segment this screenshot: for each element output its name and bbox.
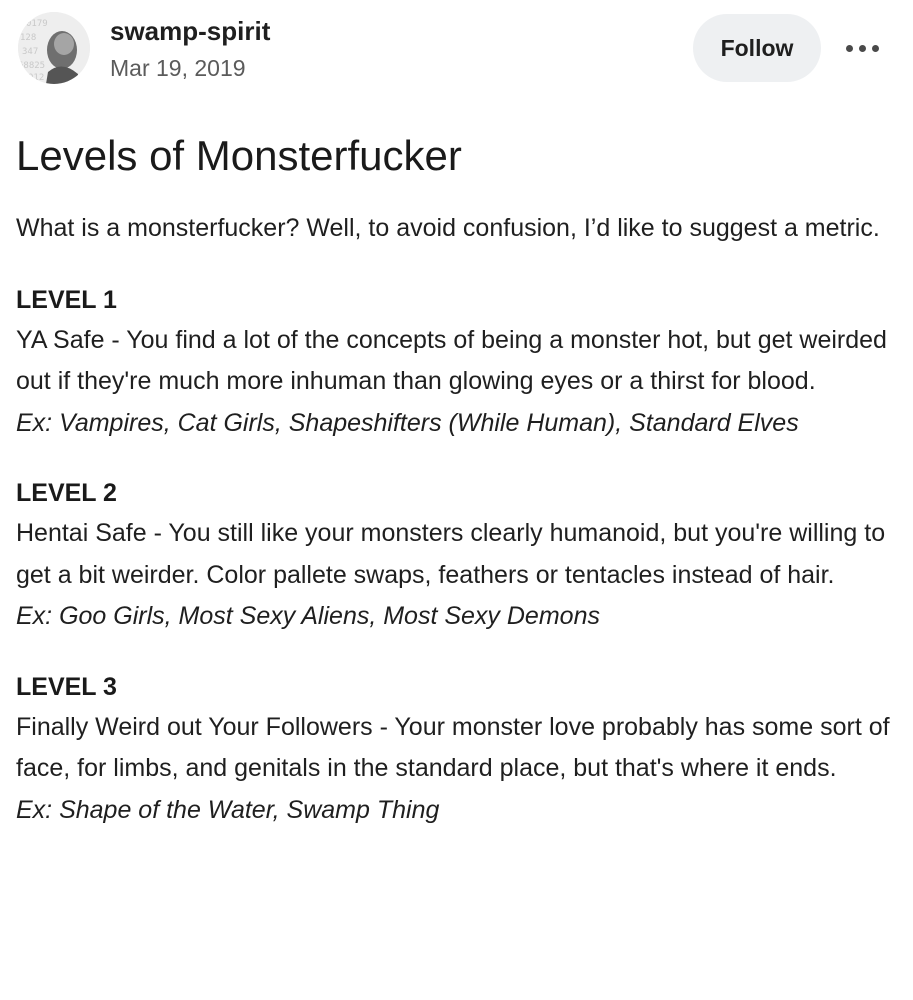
avatar-image: [18, 12, 90, 84]
post-header: [0, 0, 913, 100]
level-description: Hentai Safe - You still like your monsters clearly humanoid, but you're willing to get a bit weirder. Color pallete swaps, feathers or tentacles instead of hair.: [16, 519, 886, 589]
level-example: Ex: Vampires, Cat Girls, Shapeshifters (While Human), Standard Elves: [16, 408, 799, 437]
svg-text:0179: 0179: [26, 19, 48, 29]
level-block: [16, 280, 896, 445]
level-example: Ex: Shape of the Water, Swamp Thing: [16, 795, 440, 824]
level-block: [16, 473, 896, 638]
level-description: Finally Weird out Your Followers - Your monster love probably has some sort of face, for limbs, and genitals in the standard place, but that's where it ends.: [16, 712, 890, 782]
intro-paragraph: What is a monsterfucker? Well, to avoid confusion, I’d like to suggest a metric.: [16, 214, 880, 242]
more-options-icon[interactable]: [838, 28, 886, 68]
follow-button[interactable]: Follow: [693, 14, 821, 82]
level-heading: LEVEL 1: [16, 285, 117, 314]
svg-text:012: 012: [28, 73, 45, 83]
svg-text:68825: 68825: [18, 61, 46, 71]
post-date[interactable]: Mar 19, 2019: [110, 55, 246, 81]
level-example: Ex: Goo Girls, Most Sexy Aliens, Most Sexy Demons: [16, 602, 600, 630]
svg-text:128: 128: [20, 33, 37, 43]
level-heading: LEVEL 3: [16, 672, 117, 701]
dot: [859, 45, 866, 52]
post-body: [16, 208, 896, 860]
username[interactable]: swamp-spirit: [110, 16, 271, 46]
level-block: [16, 667, 896, 832]
level-heading: LEVEL 2: [16, 479, 117, 507]
level-description: YA Safe - You find a lot of the concepts of being a monster hot, but get weirded out if they're much more inhuman than glowing eyes or a thirst for blood.: [16, 325, 887, 395]
post-title: Levels of Monsterfucker: [16, 132, 462, 179]
svg-text:347: 347: [22, 47, 39, 57]
dot: [846, 45, 853, 52]
avatar[interactable]: [18, 12, 90, 84]
dot: [872, 45, 879, 52]
